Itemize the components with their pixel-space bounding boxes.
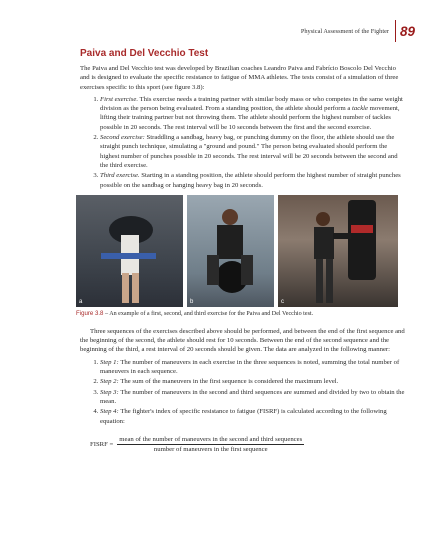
- figure-caption: [76, 310, 406, 317]
- figure-label: Figure 3.8: [76, 309, 104, 317]
- page-content: [76, 48, 406, 453]
- list-item: 3. Third exercise. Starting in a standing position, the athlete should perform the highest number of straight punches possible on the sandbag or hanging heavy bag in 20 seconds.: [100, 171, 406, 190]
- list-item: 1. Step 1: The number of maneuvers in each exercise in the three sequences is noted, summing the total number of maneuvers in each sequence.: [100, 358, 406, 377]
- list-item: 1. First exercise. This exercise needs a training partner with similar body mass or who competes in the same weight division as the person being evaluated. From a standing position, the athlete should perform a tackle movement, lifting their training partner but not throwing them. The athlete should perform the highest number of tackles possible in 20 seconds. The rest interval will be 10 seconds between the first and the second exercise.: [100, 95, 406, 132]
- step-label: Step 2:: [100, 378, 119, 386]
- equation-fraction: [117, 436, 304, 453]
- figure-letter-a: a: [79, 298, 83, 305]
- photo-tackle: [76, 195, 183, 307]
- steps-list: [80, 358, 406, 426]
- step-label: Step 4:: [100, 408, 119, 416]
- page-number: 89: [399, 23, 415, 39]
- photo-heavy-bag: [278, 195, 398, 307]
- list-item: 3. Step 3: The number of maneuvers in the second and third sequences are summed and divided by two to obtain the mean.: [100, 388, 406, 407]
- step-label: Step 1:: [100, 358, 119, 366]
- section-title: Paiva and Del Vecchio Test: [80, 48, 209, 59]
- list-item: 2. Second exercise: Straddling a sandbag, heavy bag, or punching dummy on the floor, the athlete should use the straight punch technique, simulating a "ground and pound." The person being evaluated should perform the highest number of punches possible in 20 seconds. The rest interval will be 20 seconds between the second and the third exercise.: [100, 133, 406, 170]
- photo-ground-and-pound: [187, 195, 274, 307]
- equation-lhs: FISRF =: [90, 440, 114, 448]
- equation-denominator: number of maneuvers in the first sequence: [153, 445, 268, 453]
- fisrf-equation: [90, 436, 406, 453]
- running-header: [301, 20, 415, 42]
- intro-paragraph: The Paiva and Del Vecchio test was developed by Brazilian coaches Leandro Paiva and Fabrício Boscolo Del Vecchio and is designed to evaluate the specific resistance to fatigue of MMA athletes. The tests consist of a simulation of three exercises specific to this sport (see figure 3.8):: [80, 65, 399, 91]
- exercise-label: First exercise.: [100, 95, 139, 103]
- figure-photos: [76, 195, 406, 307]
- list-item: 4. Step 4: The fighter's index of specific resistance to fatigue (FISRF) is calculated according to the following equation:: [100, 407, 406, 426]
- figure-letter-c: c: [281, 298, 284, 305]
- analysis-paragraph: Three sequences of the exercises described above should be performed, and between the end of the first sequence and the beginning of the second, the athlete should rest for 10 seconds. Between the end of the second sequence and the beginning of the third, a rest interval of 20 seconds should be given. The data are analyzed in the following manner:: [80, 327, 405, 354]
- figure-letter-b: b: [190, 298, 194, 305]
- step-label: Step 3:: [100, 388, 119, 396]
- header-divider: [395, 20, 396, 42]
- exercise-list: [80, 95, 406, 190]
- equation-numerator: mean of the number of maneuvers in the second and third sequences: [119, 435, 303, 443]
- list-item: 2. Step 2: The sum of the maneuvers in the first sequence is considered the maximum level.: [100, 377, 406, 386]
- header-title: Physical Assessment of the Fighter: [300, 27, 389, 35]
- figure-caption-text: – An example of a first, second, and third exercise for the Paiva and Del Vecchio test.: [103, 310, 314, 317]
- exercise-label: Second exercise:: [100, 134, 145, 142]
- exercise-label: Third exercise.: [100, 172, 140, 180]
